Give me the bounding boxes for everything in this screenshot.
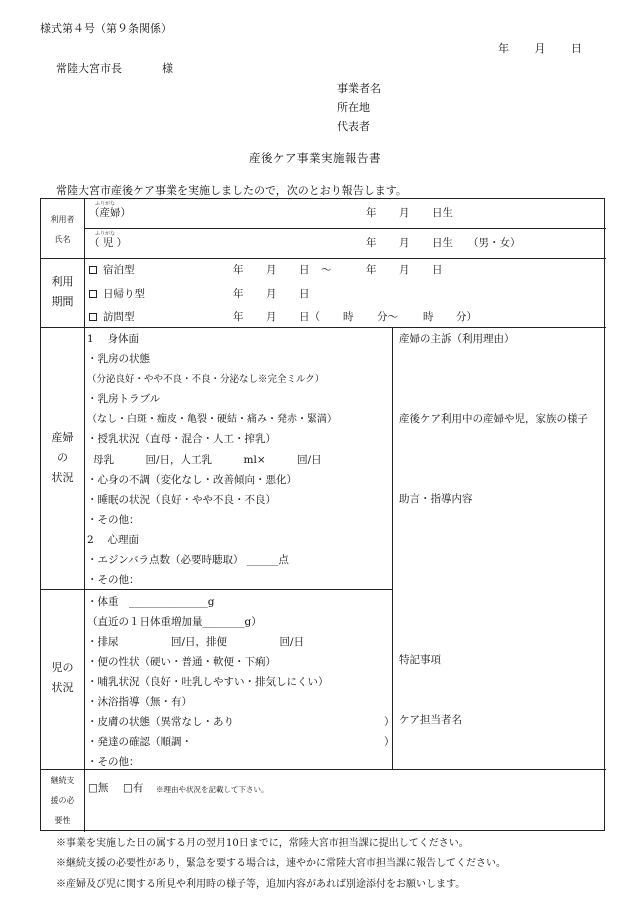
weight-gain-label: （直近の１日体重増加量 bbox=[87, 616, 203, 628]
visit-type-option[interactable] bbox=[89, 311, 135, 324]
stay-start-day: 日 bbox=[299, 264, 310, 276]
footnote-urgent: ※継続支援の必要性があり，緊急を要する場合は，速やかに常陸大宮市担当課に報告してください。 bbox=[56, 858, 506, 869]
stay-type-label: 宿泊型 bbox=[103, 264, 135, 276]
footnote-attachment: ※産婦及び児に関する所見や利用時の様子等，追加内容があれば別途添付をお願いします。 bbox=[56, 879, 466, 890]
row-divider bbox=[41, 769, 606, 770]
child-line-development[interactable]: ・発達の確認（順調・ bbox=[87, 736, 192, 748]
footnote-deadline: ※事業を実施した日の属する月の翌月10日までに，常陸大宮市担当課に提出してください。 bbox=[56, 838, 469, 849]
epds-label: ・エジンバラ点数（必要時聴取） bbox=[87, 554, 244, 566]
mother-line-psychological: 2 心理面 bbox=[87, 534, 140, 546]
child-line-feeding[interactable]: ・哺乳状況（良好・吐乳しやすい・排気しにくい） bbox=[87, 676, 329, 688]
child-line-skin[interactable]: ・皮膚の状態（異常なし・あり bbox=[87, 716, 234, 728]
continuation-note: ※理由や状況を記載して下さい。 bbox=[156, 785, 269, 794]
day-month: 月 bbox=[266, 288, 277, 300]
continuation-label-line3: 要性 bbox=[54, 816, 71, 825]
document-title: 産後ケア事業実施報告書 bbox=[249, 151, 381, 165]
child-line-bathing[interactable]: ・沐浴指導（無・有） bbox=[87, 696, 192, 708]
visit-end-hour: 時 bbox=[423, 311, 434, 323]
mother-line-trouble: ・乳房トラブル bbox=[87, 393, 161, 405]
child-line-stool[interactable]: ・便の性状（硬い・普通・軟便・下痢） bbox=[87, 656, 276, 668]
stay-end-month: 月 bbox=[399, 264, 410, 276]
family-situation-field[interactable]: 産後ケア利用中の産婦や児，家族の様子 bbox=[399, 413, 588, 425]
epds-score-blank[interactable]: ______点 bbox=[246, 554, 289, 566]
mother-line-other-physical[interactable]: ・その他： bbox=[87, 514, 140, 526]
day-type-option[interactable] bbox=[89, 288, 145, 301]
addressee bbox=[56, 60, 173, 76]
continuation-label-line2: 援の必 bbox=[50, 796, 75, 805]
visit-end-minute: 分） bbox=[456, 311, 477, 323]
child-line-weight-gain[interactable] bbox=[87, 616, 262, 629]
child-line-excretion[interactable]: ・排尿 回/日，排便 回/日 bbox=[87, 636, 305, 648]
column-divider bbox=[392, 327, 393, 769]
mother-line-physical: 1 身体面 bbox=[87, 333, 140, 345]
mother-label-line2: の bbox=[57, 451, 68, 464]
visit-year: 年 bbox=[233, 311, 244, 323]
weight-blank[interactable]: _______________g bbox=[129, 596, 215, 608]
stay-start-year: 年 bbox=[233, 264, 244, 276]
stay-checkbox[interactable] bbox=[89, 266, 97, 274]
stay-type-option[interactable] bbox=[89, 264, 135, 277]
intro-text: 常陸大宮市産後ケア事業を実施しましたので，次のとおり報告します。 bbox=[56, 184, 407, 197]
mother-line-feeding[interactable]: ・授乳状況（直母・混合・人工・搾乳） bbox=[87, 433, 276, 445]
child-birth-day: 日生 bbox=[432, 237, 453, 249]
child-line-weight[interactable] bbox=[87, 596, 214, 609]
furigana-mother: ふりがな bbox=[95, 201, 116, 207]
date-month: 月 bbox=[534, 42, 546, 55]
mother-birth-month: 月 bbox=[399, 207, 410, 219]
mother-birth-day: 日生 bbox=[432, 207, 453, 219]
mother-label-line3: 状況 bbox=[51, 471, 74, 484]
day-day: 日 bbox=[299, 288, 310, 300]
mother-line-epds[interactable] bbox=[87, 554, 289, 567]
continuation-yes-option[interactable]: □有 bbox=[123, 782, 144, 794]
mother-line-trouble-options[interactable]: （なし・白斑・痂皮・亀裂・硬結・痛み・発赤・緊満） bbox=[87, 414, 337, 425]
visit-checkbox[interactable] bbox=[89, 313, 97, 321]
child-birth-year: 年 bbox=[366, 237, 377, 249]
period-label-line1: 利用 bbox=[51, 275, 74, 288]
user-label-line2: 氏名 bbox=[54, 235, 71, 244]
child-name-field[interactable]: （ 児 ） bbox=[89, 237, 128, 249]
business-name-field[interactable]: 事業者名 bbox=[337, 82, 381, 95]
row-divider bbox=[84, 228, 606, 229]
form-number: 様式第４号（第９条関係） bbox=[40, 22, 172, 35]
advice-field[interactable]: 助言・指導内容 bbox=[399, 493, 473, 505]
child-label-line2: 状況 bbox=[51, 681, 74, 694]
report-table bbox=[40, 198, 605, 831]
row-divider bbox=[41, 589, 392, 590]
date-day: 日 bbox=[571, 42, 582, 55]
child-sex-choice[interactable]: （男・女） bbox=[468, 237, 521, 249]
user-label-line1: 利用者 bbox=[50, 215, 75, 224]
visit-start-hour: 時 bbox=[343, 311, 354, 323]
address-field[interactable]: 所在地 bbox=[337, 101, 370, 114]
stay-tilde: ～ bbox=[321, 264, 332, 276]
continuation-none-option[interactable]: □無 bbox=[88, 782, 109, 794]
development-close-paren: ） bbox=[384, 736, 395, 748]
period-label-line2: 期間 bbox=[51, 295, 74, 308]
stay-start-month: 月 bbox=[266, 264, 277, 276]
representative-field[interactable]: 代表者 bbox=[337, 120, 370, 133]
child-line-other[interactable]: ・その他： bbox=[87, 756, 140, 768]
weight-label: ・体重 bbox=[87, 596, 119, 608]
mother-line-breast: ・乳房の状態 bbox=[87, 353, 150, 365]
visit-start-minute: 分～ bbox=[377, 311, 398, 323]
date-year: 年 bbox=[498, 42, 509, 55]
report-date[interactable] bbox=[498, 40, 604, 56]
child-label-line1: 児の bbox=[51, 661, 74, 674]
addressee-honorific: 様 bbox=[162, 62, 173, 75]
row-divider bbox=[41, 258, 606, 259]
day-type-label: 日帰り型 bbox=[103, 288, 145, 300]
mother-line-sleep[interactable]: ・睡眠の状況（良好・やや不良・不良） bbox=[87, 494, 276, 506]
child-birth-month: 月 bbox=[399, 237, 410, 249]
day-year: 年 bbox=[233, 288, 244, 300]
mother-birth-year: 年 bbox=[366, 207, 377, 219]
row-divider bbox=[41, 327, 606, 328]
mother-label-line1: 産婦 bbox=[51, 431, 74, 444]
visit-day-open: 日（ bbox=[299, 311, 320, 323]
skin-close-paren: ） bbox=[384, 716, 395, 728]
day-checkbox[interactable] bbox=[89, 290, 97, 298]
mother-line-secretion[interactable]: （分泌良好・やや不良・不良・分泌なし※完全ミルク） bbox=[87, 374, 325, 385]
weight-gain-blank[interactable]: ________g） bbox=[202, 616, 262, 628]
column-divider bbox=[84, 199, 85, 832]
stay-end-year: 年 bbox=[366, 264, 377, 276]
visit-type-label: 訪問型 bbox=[103, 311, 135, 323]
care-staff-field[interactable]: ケア担当者名 bbox=[399, 714, 462, 726]
stay-end-day: 日 bbox=[432, 264, 443, 276]
chief-complaint-field[interactable]: 産婦の主訴（利用理由） bbox=[399, 333, 515, 345]
continuation-label-line1: 継続支 bbox=[50, 776, 75, 785]
mother-line-other-psychological[interactable]: ・その他： bbox=[87, 574, 140, 586]
addressee-name: 常陸大宮市長 bbox=[56, 62, 122, 75]
visit-month: 月 bbox=[266, 311, 277, 323]
furigana-child: ふりがな bbox=[95, 231, 116, 237]
mother-line-condition[interactable]: ・心身の不調（変化なし・改善傾向・悪化） bbox=[87, 474, 297, 486]
mother-line-milk[interactable]: 母乳 回/日，人工乳 ml× 回/日 bbox=[93, 454, 322, 466]
mother-name-field[interactable]: （産婦） bbox=[89, 207, 131, 219]
special-notes-field[interactable]: 特記事項 bbox=[399, 654, 441, 666]
